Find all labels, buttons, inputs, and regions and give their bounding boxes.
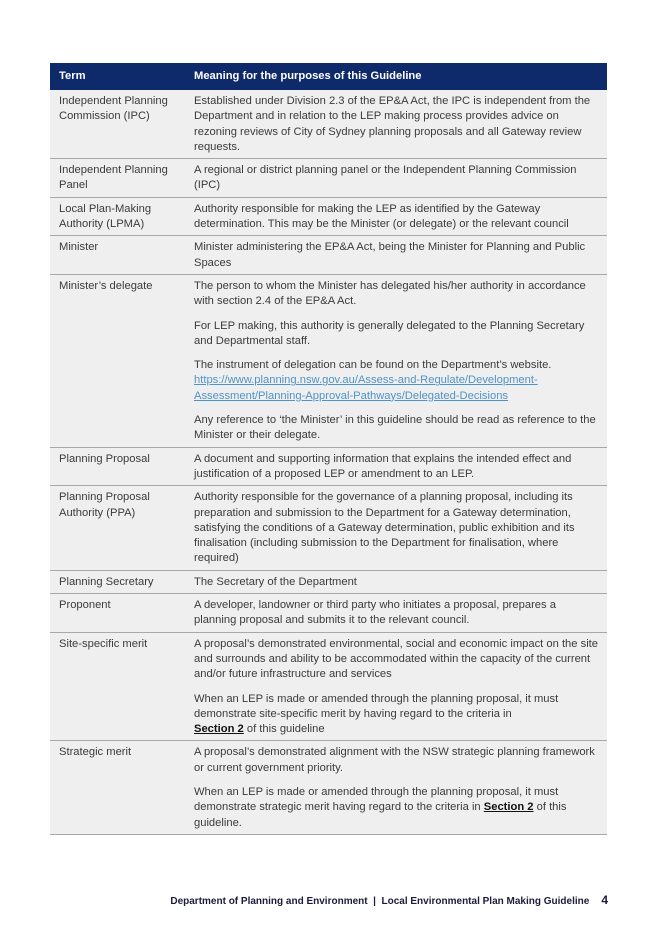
page-footer: [170, 893, 608, 907]
term-cell: Local Plan-Making Authority (LPMA): [50, 197, 185, 236]
table-row: [50, 594, 607, 633]
header-meaning: Meaning for the purposes of this Guideline: [185, 63, 607, 90]
table-row: [50, 90, 607, 159]
table-row: [50, 274, 607, 447]
table-row: [50, 197, 607, 236]
table-row: [50, 236, 607, 275]
term-cell: Planning Proposal: [50, 447, 185, 486]
section-2-ref[interactable]: Section 2: [194, 723, 244, 736]
meaning-cell: A document and supporting information that explains the intended effect and justification of a proposed LEP or amendment to an LEP.: [185, 447, 607, 486]
table-row: [50, 632, 607, 741]
delegated-decisions-link[interactable]: https://www.planning.nsw.gov.au/Assess-and-Regulate/Development-Assessment/Planning-Approval-Pathways/Delegated-Decisions: [194, 374, 538, 402]
meaning-cell: Authority responsible for the governance of a planning proposal, including its preparation and submission to the Department for a Gateway determination, satisfying the conditions of a Gateway determination, public exhibition and its finalisation (including submission to the Department for finalisation, where required): [185, 486, 607, 570]
term-cell: Independent Planning Commission (IPC): [50, 90, 185, 159]
meaning-cell: A developer, landowner or third party who initiates a proposal, prepares a planning proposal and submits it to the relevant council.: [185, 594, 607, 633]
meaning-cell: A regional or district planning panel or the Independent Planning Commission (IPC): [185, 159, 607, 198]
table-row: [50, 486, 607, 570]
meaning-cell: A proposal’s demonstrated alignment with the NSW strategic planning framework or current government priority. When an LEP is made or amended through the planning proposal, it must demonstrate strategic merit having regard to the criteria in Section 2 of this guideline.: [185, 741, 607, 834]
meaning-cell: The Secretary of the Department: [185, 570, 607, 593]
meaning-cell: A proposal’s demonstrated environmental, social and economic impact on the site and surrounds and ability to be accommodated within the capacity of the current and/or future infrastructure and services When an LEP is made or amended through the planning proposal, it must demonstrate site-specific merit by having regard to the criteria in Section 2 of this guideline: [185, 632, 607, 741]
table-header-row: [50, 63, 607, 90]
term-cell: Planning Secretary: [50, 570, 185, 593]
meaning-cell: The person to whom the Minister has delegated his/her authority in accordance with section 2.4 of the EP&A Act. For LEP making, this authority is generally delegated to the Planning Secretary and Departmental staff. The instrument of delegation can be found on the Department’s website. https://www.planning.nsw.gov.au/Assess-and-Regulate/Development-Assessment/Planning-Approval-Pathways/Delegated-Decisions Any reference to ‘the Minister’ in this guideline should be read as reference to the Minister or their delegate.: [185, 274, 607, 447]
table-row: [50, 447, 607, 486]
glossary-table: [50, 63, 607, 835]
term-cell: Strategic merit: [50, 741, 185, 834]
meaning-cell: Established under Division 2.3 of the EP&A Act, the IPC is independent from the Department and in relation to the LEP making process provides advice on rezoning reviews of City of Sydney planning proposals and all Gateway review requests.: [185, 90, 607, 159]
table-row: [50, 570, 607, 593]
term-cell: Independent Planning Panel: [50, 159, 185, 198]
header-term: Term: [50, 63, 185, 90]
table-row: [50, 159, 607, 198]
page-number: 4: [601, 893, 608, 907]
meaning-cell: Authority responsible for making the LEP as identified by the Gateway determination. This may be the Minister (or delegate) or the relevant council: [185, 197, 607, 236]
term-cell: Minister’s delegate: [50, 274, 185, 447]
footer-text: Department of Planning and Environment | Local Environmental Plan Making Guideline: [170, 896, 590, 907]
term-cell: Minister: [50, 236, 185, 275]
term-cell: Site-specific merit: [50, 632, 185, 741]
term-cell: Proponent: [50, 594, 185, 633]
term-cell: Planning Proposal Authority (PPA): [50, 486, 185, 570]
table-row: [50, 741, 607, 834]
section-2-ref[interactable]: Section 2: [483, 801, 534, 814]
meaning-cell: Minister administering the EP&A Act, being the Minister for Planning and Public Spaces: [185, 236, 607, 275]
